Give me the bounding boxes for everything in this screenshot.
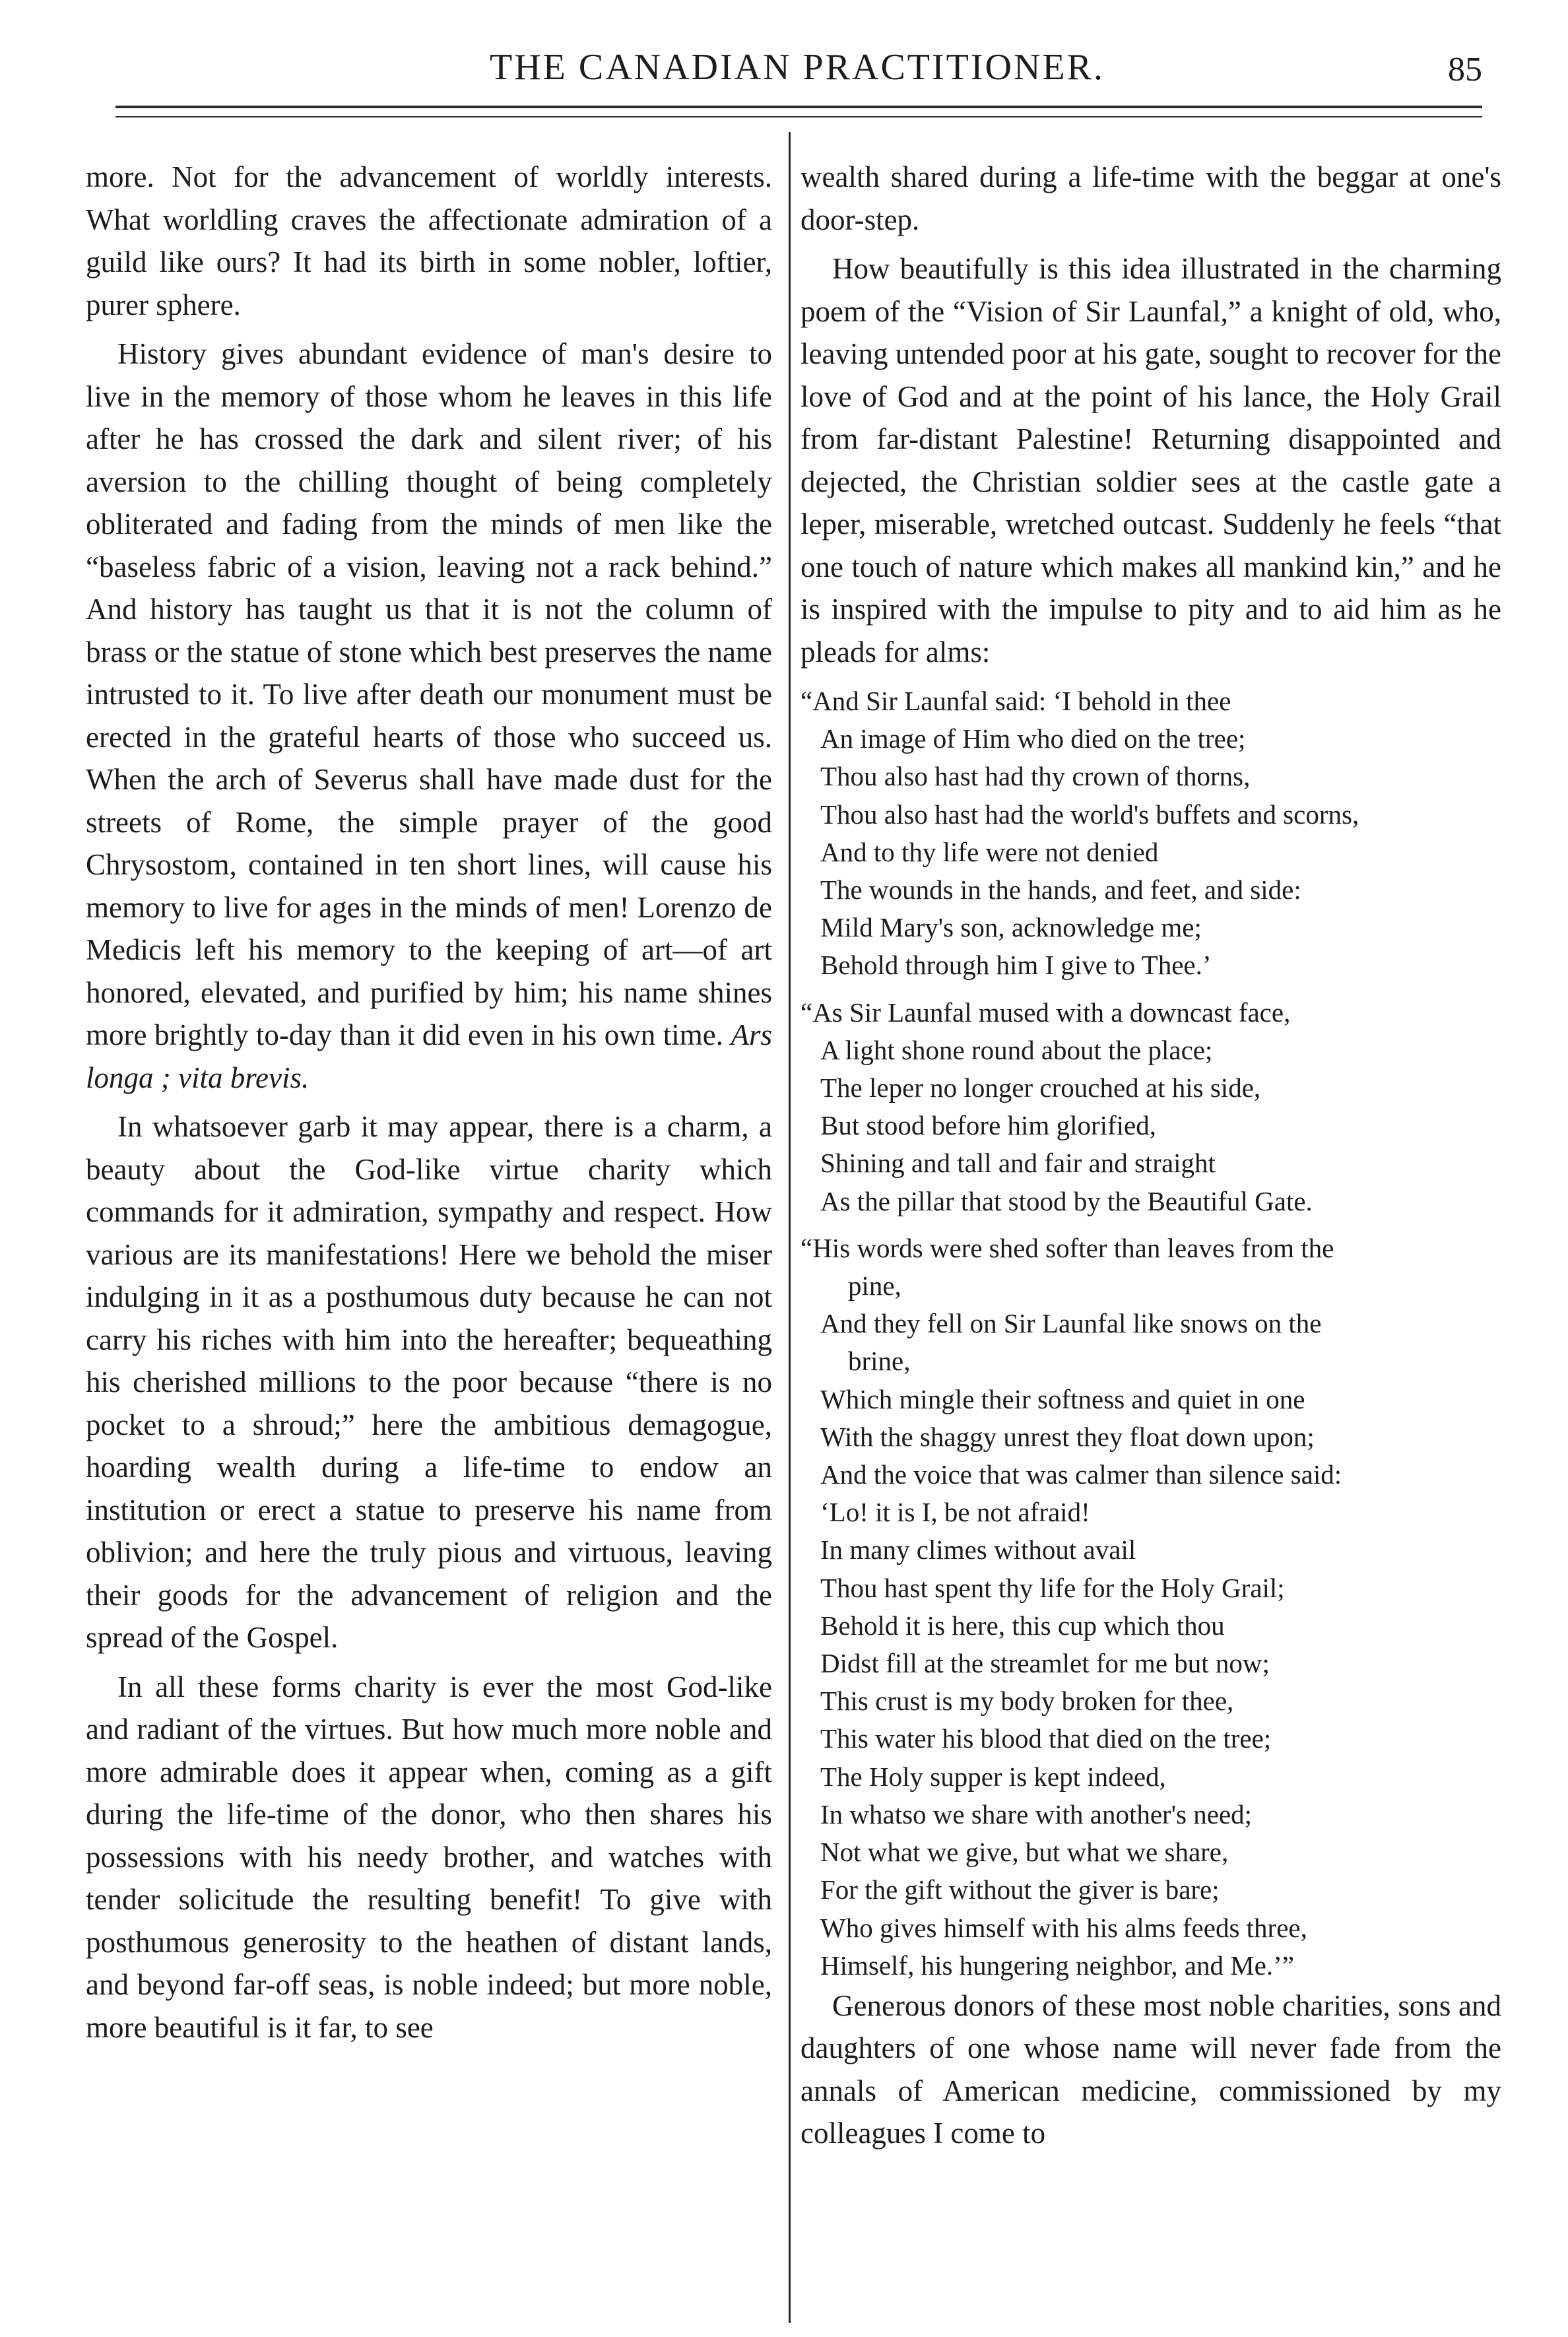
poem-line: Behold it is here, this cup which thou	[820, 1610, 1225, 1641]
header-rule-thick	[115, 106, 1482, 108]
poem-line: And the voice that was calmer than silence said:	[820, 1459, 1342, 1490]
right-paragraph-3: Generous donors of these most noble charities, sons and daughters of one whose name will never fade from the annals of American medicine, commissioned by my colleagues I come to	[800, 1989, 1501, 2150]
left-paragraph-2	[86, 333, 772, 1099]
poem-line: This crust is my body broken for thee,	[820, 1686, 1234, 1717]
right-paragraph-2: How beautifully is this idea illustrated in the charming poem of the “Vision of Sir Launfal,” a knight of old, who, leaving untended poor at his gate, sought to recover for the love of God and at the point of his lance, the Holy Grail from far-distant Palestine! Returning disappointed and dejected, the Christian soldier sees at the castle gate a leper, miserable, wretched outcast. Suddenly he feels “that one touch of nature which makes all mankind kin,” and he is inspired with the impulse to pity and to aid him as he pleads for alms:	[800, 252, 1501, 669]
poem-line: With the shaggy unrest they float down upon;	[820, 1421, 1315, 1452]
poem-line: The wounds in the hands, and feet, and side:	[820, 874, 1301, 905]
poem-line: Shining and tall and fair and straight	[820, 1148, 1216, 1179]
left-paragraph-4: In all these forms charity is ever the most God-like and radiant of the virtues. But how much more noble and more admirable does it appear when, coming as a gift during the life-time of the donor, who then shares his possessions with his needy brother, and watches with tender solicitude the resulting benefit! To give with posthumous generosity to the heathen of distant lands, and beyond far-off seas, is noble indeed; but more noble, more beautiful is it far, to see	[86, 1670, 772, 2044]
column-divider	[789, 132, 791, 2323]
running-title: THE CANADIAN PRACTITIONER.	[490, 47, 1105, 88]
poem-line: “And Sir Launfal said: ‘I behold in thee	[800, 686, 1231, 716]
poem-line: In many climes without avail	[820, 1534, 1136, 1565]
poem-line: ‘Lo! it is I, be not afraid!	[820, 1497, 1090, 1528]
poem-line: In whatso we share with another's need;	[820, 1798, 1253, 1829]
page-header	[112, 46, 1482, 106]
poem-stanza-1	[800, 682, 1501, 985]
poem-line: Thou also hast had thy crown of thorns,	[820, 761, 1251, 792]
poem-line: But stood before him glorified,	[820, 1110, 1156, 1141]
poem-line: Not what we give, but what we share,	[820, 1837, 1229, 1868]
poem-stanza-3	[800, 1230, 1501, 1985]
poem-line: brine,	[848, 1346, 911, 1377]
latin-motto: Ars longa ; vita brevis.	[86, 1018, 773, 1094]
poem-line: The Holy supper is kept indeed,	[820, 1761, 1166, 1792]
poem-line: pine,	[848, 1270, 901, 1301]
poem-line: “As Sir Launfal mused with a downcast face,	[800, 997, 1291, 1028]
poem-line: Thou hast spent thy life for the Holy Grail;	[820, 1572, 1285, 1603]
poem-line: An image of Him who died on the tree;	[820, 723, 1246, 754]
poem-line: Mild Mary's son, acknowledge me;	[820, 912, 1202, 943]
left-column	[86, 156, 772, 2049]
right-column	[800, 156, 1501, 2155]
poem-stanza-2	[800, 994, 1501, 1220]
poem-quotation	[800, 682, 1501, 1985]
poem-line: This water his blood that died on the tree;	[820, 1723, 1272, 1754]
poem-line: As the pillar that stood by the Beautiful Gate.	[820, 1185, 1313, 1216]
poem-line: A light shone round about the place;	[820, 1034, 1213, 1065]
poem-line: Behold through him I give to Thee.’	[820, 950, 1212, 981]
poem-line: The leper no longer crouched at his side,	[820, 1072, 1261, 1103]
poem-line: Who gives himself with his alms feeds three,	[820, 1912, 1307, 1943]
poem-line: Didst fill at the streamlet for me but now;	[820, 1648, 1270, 1679]
poem-line: Which mingle their softness and quiet in one	[820, 1383, 1305, 1414]
poem-line: And to thy life were not denied	[820, 836, 1159, 867]
poem-line: For the gift without the giver is bare;	[820, 1874, 1220, 1905]
right-paragraph-1: wealth shared during a life-time with the beggar at one's door-step.	[800, 160, 1501, 236]
poem-line: Thou also hast had the world's buffets and scorns,	[820, 799, 1359, 830]
header-rule-thin	[115, 116, 1482, 117]
poem-line: And they fell on Sir Launfal like snows on the	[820, 1308, 1322, 1339]
left-paragraph-3: In whatsoever garb it may appear, there is a charm, a beauty about the God-like virtue charity which commands for it admiration, sympathy and respect. How various are its manifestations! Here we behold the miser indulging in it as a posthumous duty because he can not carry his riches with him into the hereafter; bequeathing his cherished millions to the poor because “there is no pocket to a shroud;” here the ambitious demagogue, hoarding wealth during a life-time to endow an institution or erect a statue to preserve his name from oblivion; and here the truly pious and virtuous, leaving their goods for the advancement of religion and the spread of the Gospel.	[86, 1110, 772, 1654]
left-paragraph-2-text: History gives abundant evidence of man's desire to live in the memory of those whom he leaves in this life after he has crossed the dark and silent river; of his aversion to the chilling thought of being completely obliterated and fading from the minds of men like the “baseless fabric of a vision, leaving not a rack behind.” And history has taught us that it is not the column of brass or the statue of stone which best preserves the name intrusted to it. To live after death our monument must be erected in the grateful hearts of those who succeed us. When the arch of Severus shall have made dust for the streets of Rome, the simple prayer of the good Chrysostom, contained in ten short lines, will cause his memory to live for ages in the minds of men! Lorenzo de Medicis left his memory to the keeping of art—of art honored, elevated, and purified by him; his name shines more brightly to-day than it did even in his own time.	[86, 337, 772, 1051]
poem-line: Himself, his hungering neighbor, and Me.’”	[820, 1950, 1294, 1981]
page-number: 85	[1448, 51, 1482, 88]
poem-line: “His words were shed softer than leaves from the	[800, 1232, 1334, 1263]
left-paragraph-1: more. Not for the advancement of worldly interests. What worldling craves the affectionate admiration of a guild like ours? It had its birth in some nobler, loftier, purer sphere.	[86, 160, 772, 321]
